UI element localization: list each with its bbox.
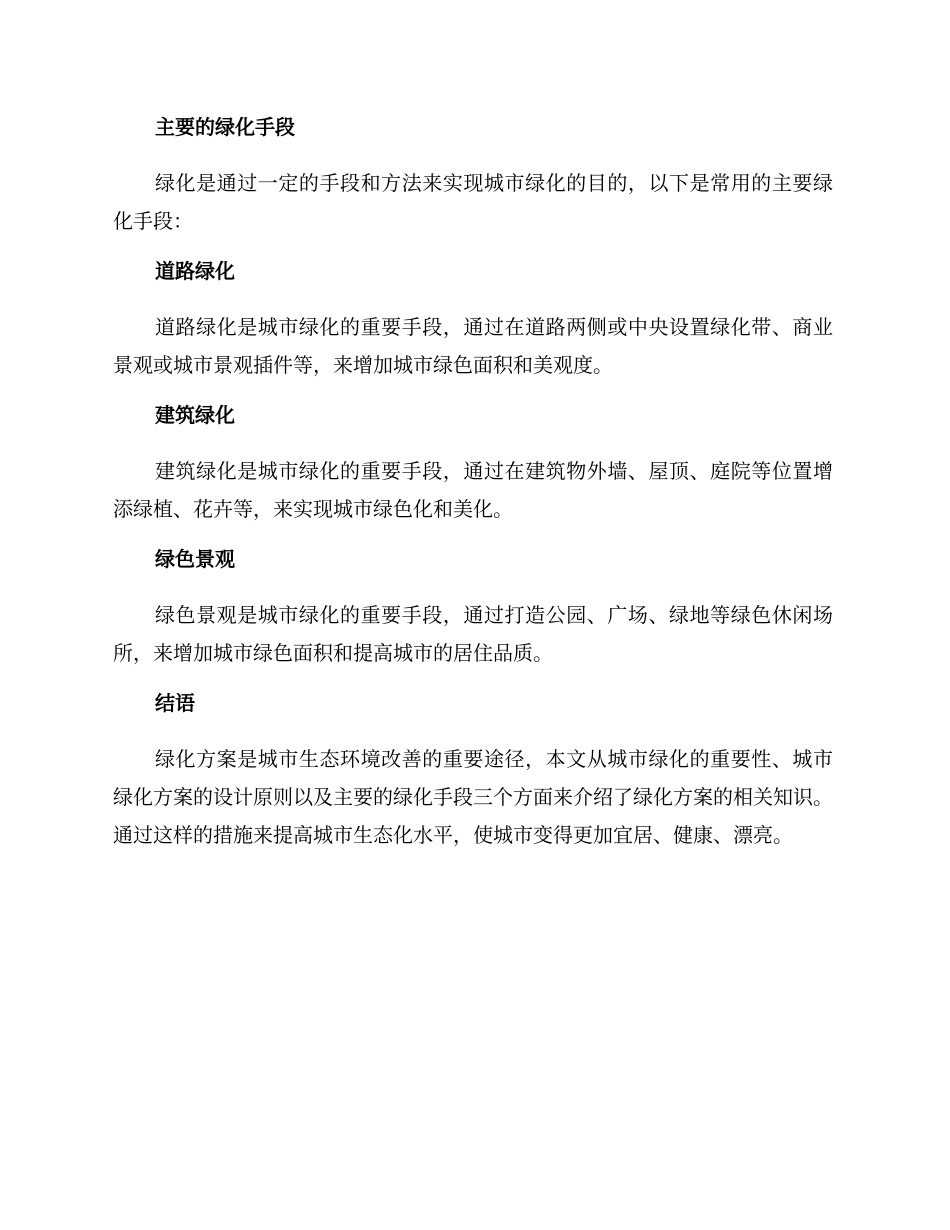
- section-paragraph-conclusion: 绿化方案是城市生态环境改善的重要途径，本文从城市绿化的重要性、城市绿化方案的设计原则以及主要的绿化手段三个方面来介绍了绿化方案的相关知识。通过这样的措施来提高城市生态化水平，使城市变得更加宜居、健康、漂亮。: [113, 747, 833, 847]
- section-paragraph-building-greening: 建筑绿化是城市绿化的重要手段，通过在建筑物外墙、屋顶、庭院等位置增添绿植、花卉等，来实现城市绿色化和美化。: [113, 459, 833, 521]
- section-heading-building-greening: 建筑绿化: [155, 403, 235, 427]
- section-heading-green-landscape: 绿色景观: [155, 547, 235, 571]
- section-paragraph-green-landscape: 绿色景观是城市绿化的重要手段，通过打造公园、广场、绿地等绿色休闲场所，来增加城市绿色面积和提高城市的居住品质。: [113, 603, 833, 665]
- section-paragraph-greening-methods: 绿化是通过一定的手段和方法来实现城市绿化的目的，以下是常用的主要绿化手段：: [113, 171, 833, 233]
- section-heading-road-greening: 道路绿化: [155, 259, 235, 283]
- section-paragraph-road-greening: 道路绿化是城市绿化的重要手段，通过在道路两侧或中央设置绿化带、商业景观或城市景观插件等，来增加城市绿色面积和美观度。: [113, 315, 833, 377]
- document-body: [113, 108, 833, 866]
- section-heading-conclusion: 结语: [155, 691, 195, 715]
- section-heading-greening-methods: 主要的绿化手段: [155, 115, 295, 139]
